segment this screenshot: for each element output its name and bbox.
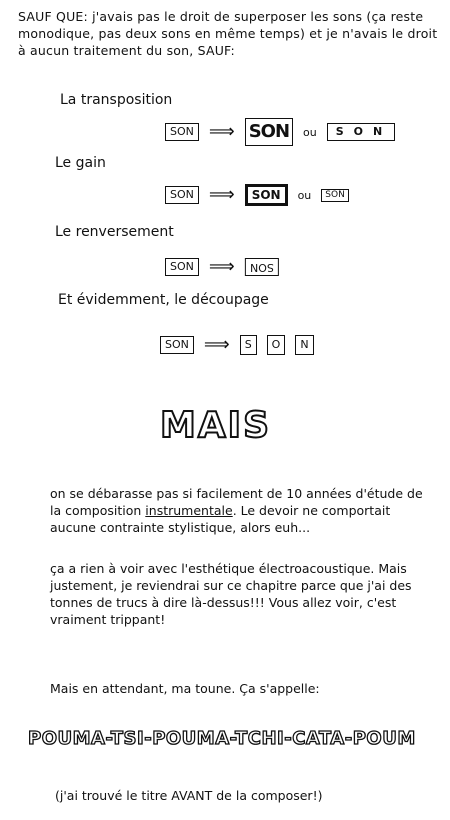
arrow-icon: ⟹ bbox=[203, 334, 230, 355]
son-box: SON bbox=[160, 336, 194, 354]
son-box-tall: SON bbox=[245, 118, 293, 146]
rule-title-transposition: La transposition bbox=[60, 92, 173, 108]
rule-example-transposition bbox=[165, 118, 395, 146]
arrow-icon: ⟹ bbox=[208, 256, 235, 277]
son-box-loud: SON bbox=[245, 184, 288, 206]
paragraph-esthetique: ça a rien à voir avec l'esthétique électroacoustique. Mais justement, je reviendrai sur ce chapitre parce que j'ai des tonnes de trucs à dire là-dessus!!! Vous allez voir, c'est vraiment trippant! bbox=[50, 561, 412, 627]
song-title: POUMA-TSI-POUMA-TCHI-CATA-POUM bbox=[28, 728, 416, 749]
letter-box-o: O bbox=[267, 335, 286, 355]
rule-example-renversement bbox=[165, 258, 279, 276]
son-box-quiet: SON bbox=[321, 189, 349, 202]
rule-example-decoupage bbox=[160, 335, 314, 355]
rule-title-decoupage: Et évidemment, le découpage bbox=[58, 292, 269, 308]
ou-label: ou bbox=[297, 188, 312, 202]
ou-label: ou bbox=[303, 125, 317, 139]
intro-text: SAUF QUE: j'avais pas le droit de superposer les sons (ça reste monodique, pas deux sons en même temps) et je n'avais le droit à aucun traitement du son, SAUF: bbox=[18, 9, 438, 58]
underlined-word: instrumentale bbox=[145, 503, 233, 518]
son-box-wide: SON bbox=[327, 123, 395, 141]
son-box: SON bbox=[165, 123, 199, 141]
son-box-reversed: SON bbox=[245, 258, 279, 276]
rule-title-renversement: Le renversement bbox=[55, 224, 174, 240]
letter-box-s: S bbox=[240, 335, 257, 355]
son-box: SON bbox=[165, 258, 199, 276]
paragraph-composition bbox=[50, 485, 430, 536]
son-box: SON bbox=[165, 186, 199, 204]
letter-box-n: N bbox=[295, 335, 313, 355]
paragraph-composition-text-b: . Le devoir ne comportait aucune contrainte stylistique, alors euh... bbox=[50, 503, 391, 535]
arrow-icon: ⟹ bbox=[208, 121, 235, 142]
paragraph-composition-text-a: on se débarasse pas si facilement de 10 années d'étude de la composition bbox=[50, 486, 423, 518]
arrow-icon: ⟹ bbox=[208, 184, 235, 205]
rule-title-gain: Le gain bbox=[55, 155, 106, 171]
mais-heading: MAIS bbox=[160, 405, 272, 446]
paragraph-toune: Mais en attendant, ma toune. Ça s'appelle: bbox=[50, 681, 320, 696]
footnote: (j'ai trouvé le titre AVANT de la composer!) bbox=[55, 788, 323, 803]
rule-example-gain bbox=[165, 184, 349, 206]
